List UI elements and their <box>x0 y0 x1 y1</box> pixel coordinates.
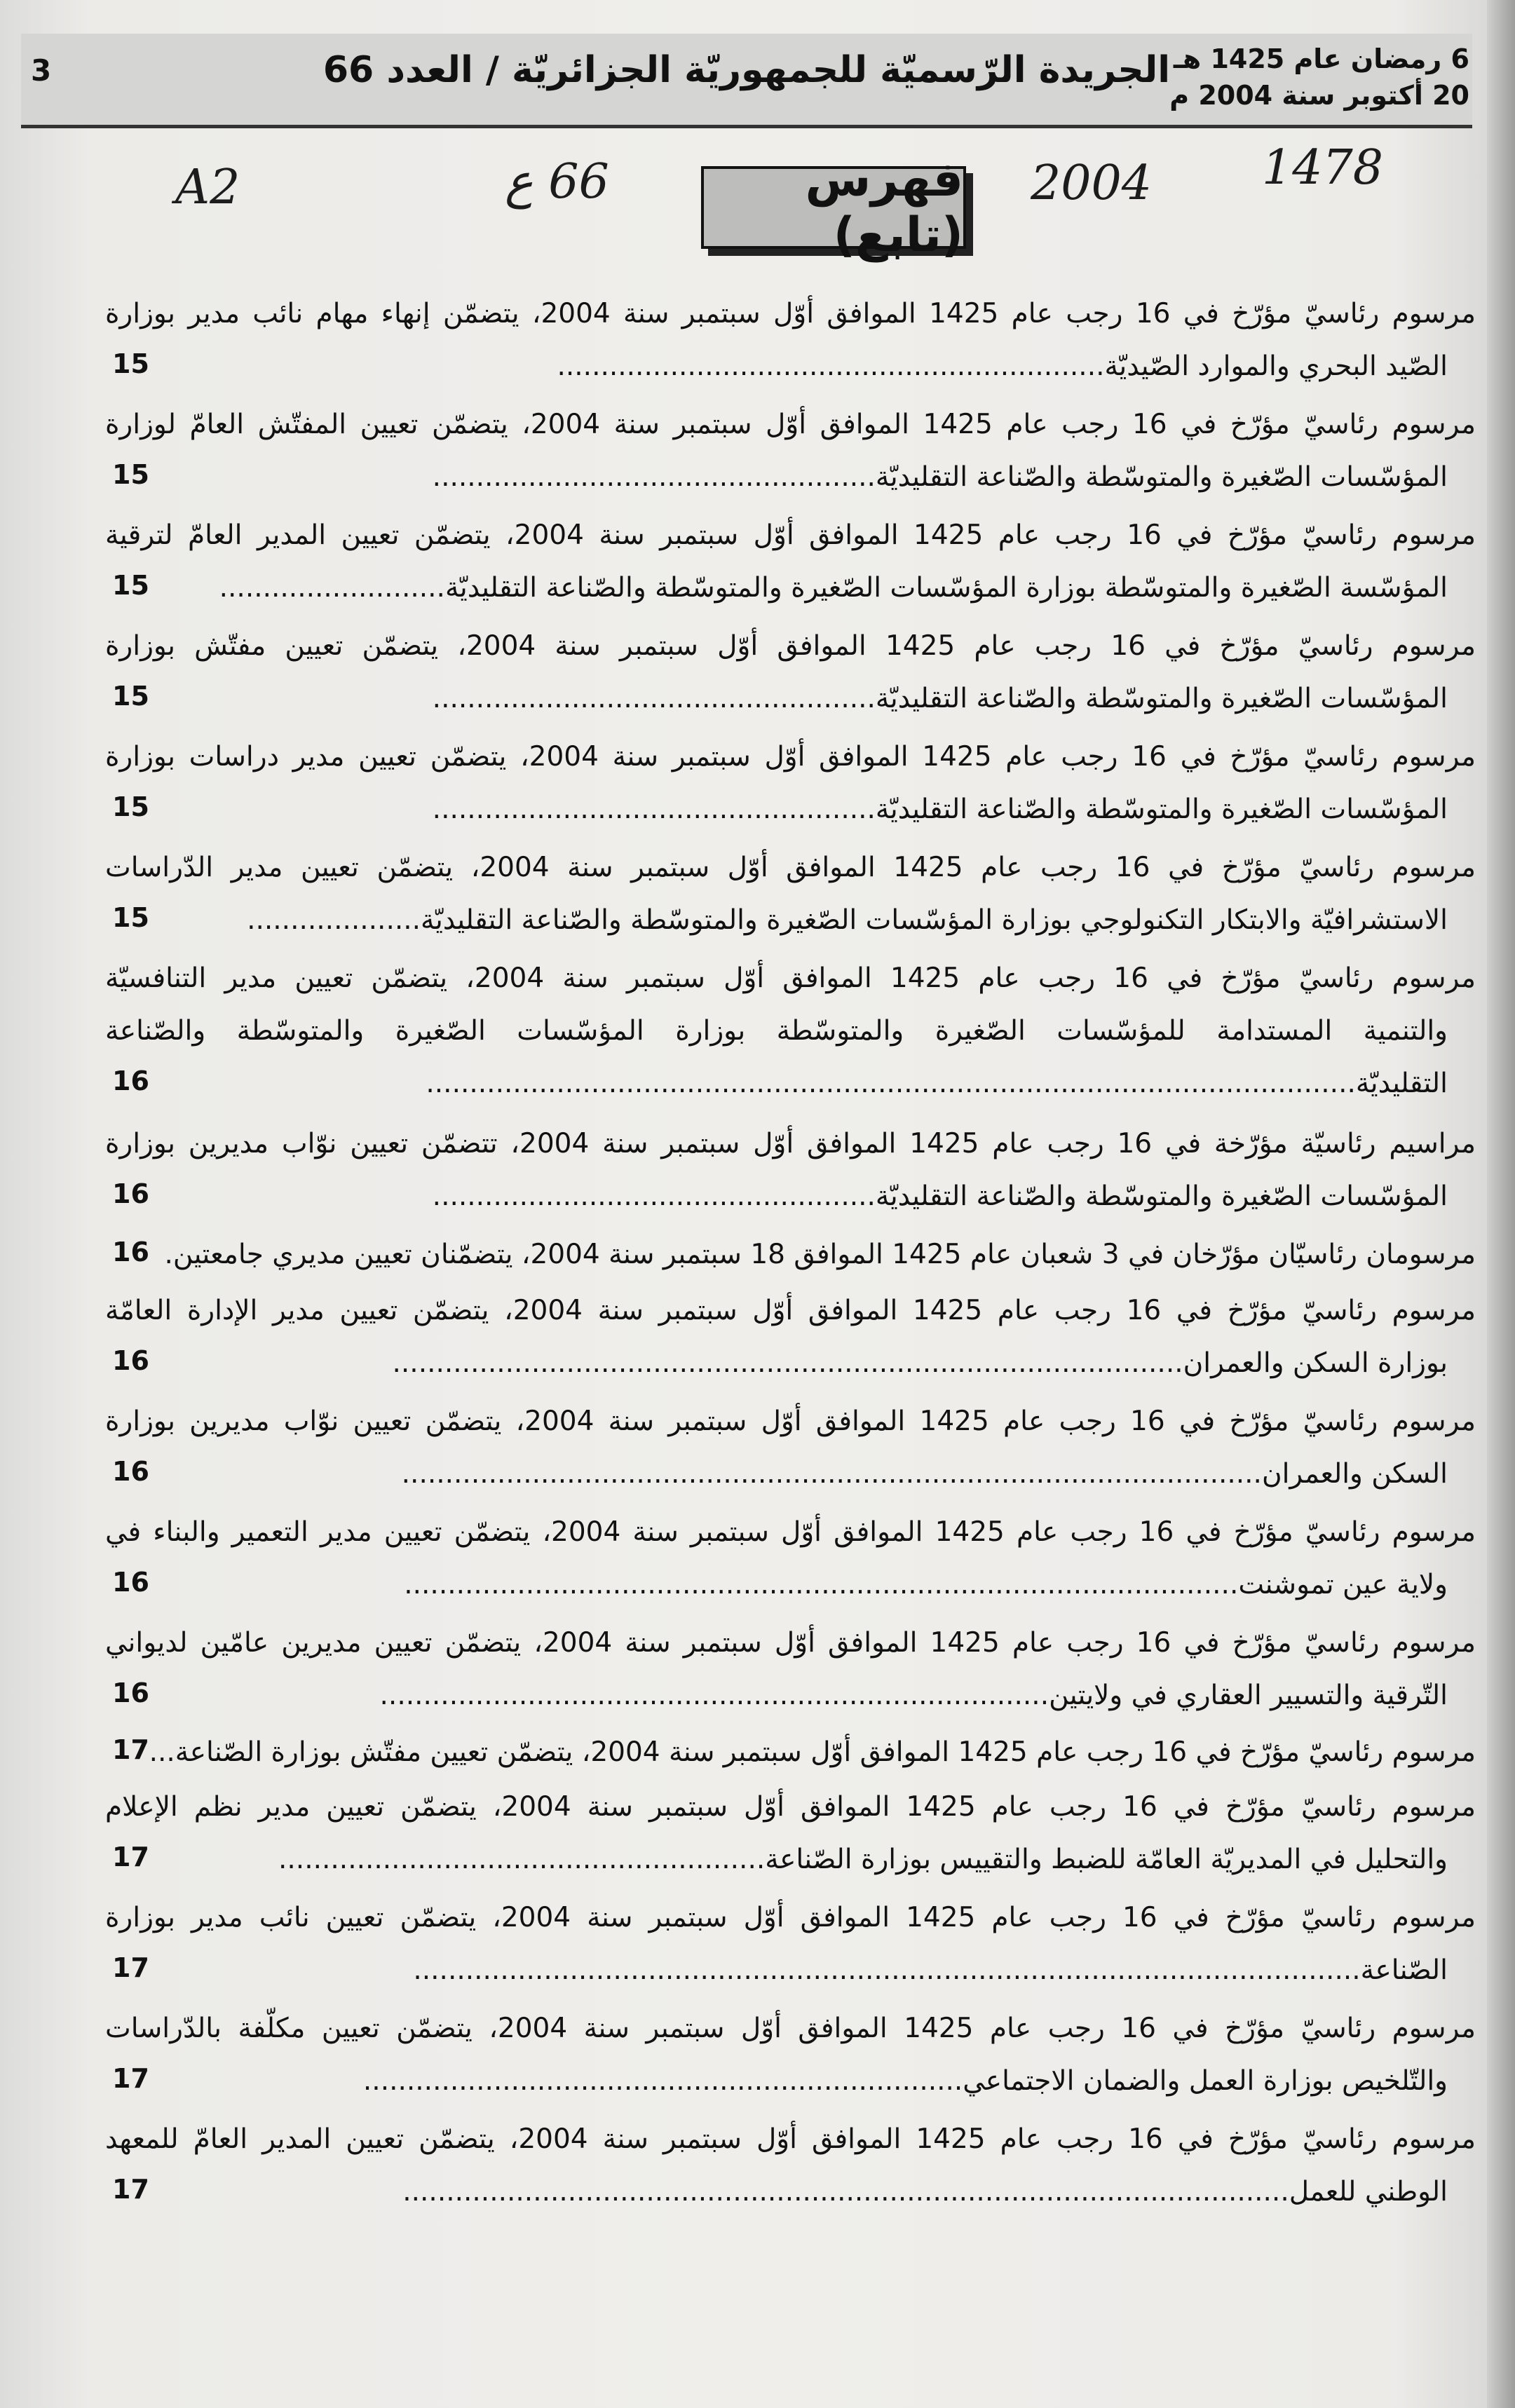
page-header <box>21 34 1472 128</box>
toc-entry-line: مرسوم رئاسيّ مؤرّخ في 16 رجب عام 1425 الموافق أوّل سبتمبر سنة 2004، يتضمّن تعيين مدير نظم الإعلام <box>105 1791 1476 1823</box>
toc-entry <box>105 841 1476 946</box>
toc-entry-line: مرسوم رئاسيّ مؤرّخ في 16 رجب عام 1425 الموافق أوّل سبتمبر سنة 2004، يتضمّن إنهاء مهام نائب مدير بوزارة <box>105 298 1476 329</box>
toc-entry-page-number: 16 <box>112 1567 149 1598</box>
toc-entry-line: مرسوم رئاسيّ مؤرّخ في 16 رجب عام 1425 الموافق أوّل سبتمبر سنة 2004، يتضمّن تعيين مفتّش بوزارة الصّناعة... <box>149 1736 1476 1768</box>
toc-entry <box>105 1228 1476 1281</box>
toc-entry <box>105 620 1476 725</box>
gazette-title: الجريدة الرّسميّة للجمهوريّة الجزائريّة / العدد 66 <box>322 49 1171 91</box>
handwritten-ref-issue: 66 ع <box>505 154 609 210</box>
toc-entry-line: الصّيد البحري والموارد الصّيديّة............................................................... <box>557 351 1448 382</box>
toc-entry-page-number: 16 <box>112 1237 149 1267</box>
date-hijri: 6 رمضان عام 1425 هـ <box>1173 43 1469 74</box>
toc-entry-line: مرسوم رئاسيّ مؤرّخ في 16 رجب عام 1425 الموافق أوّل سبتمبر سنة 2004، يتضمّن تعيين مكلّفة بالدّراسات <box>105 2013 1476 2044</box>
toc-entry-page-number: 16 <box>112 1345 149 1376</box>
toc-entry-line: والتّلخيص بوزارة العمل والضمان الاجتماعي..................................................................... <box>362 2065 1448 2097</box>
page-edge-shadow <box>1487 0 1515 2408</box>
toc-entry-line: الصّناعة............................................................................................................. <box>413 1954 1448 1986</box>
toc-entry-line: ولاية عين تموشنت................................................................................................ <box>404 1569 1448 1600</box>
toc-entry-line: مرسوم رئاسيّ مؤرّخ في 16 رجب عام 1425 الموافق أوّل سبتمبر سنة 2004، يتضمّن تعيين المدير العامّ للمعهد <box>105 2123 1476 2155</box>
toc-entry <box>105 1117 1476 1223</box>
toc-entry-line: الوطني للعمل...................................................................................................... <box>402 2176 1448 2208</box>
toc-entry-line: التقليديّة........................................................................................................... <box>426 1068 1448 1099</box>
toc-entry <box>105 1395 1476 1500</box>
toc-entry-page-number: 15 <box>112 681 149 712</box>
date-gregorian: 20 أكتوبر سنة 2004 م <box>1169 80 1469 111</box>
section-title-box <box>701 152 966 263</box>
handwritten-ref-a: A2 <box>175 160 240 215</box>
toc-entry-line: مراسيم رئاسيّة مؤرّخة في 16 رجب عام 1425 الموافق أوّل سبتمبر سنة 2004، تتضمّن تعيين نوّاب مديرين بوزارة <box>105 1128 1476 1159</box>
toc-entry-line: المؤسّسات الصّغيرة والمتوسّطة والصّناعة التقليديّة................................................... <box>432 1181 1448 1212</box>
toc-entry-line: المؤسّسة الصّغيرة والمتوسّطة بوزارة المؤسّسات الصّغيرة والمتوسّطة والصّناعة التقليديّة.......................... <box>219 572 1448 604</box>
toc-entry <box>105 1506 1476 1611</box>
toc-entry <box>105 1284 1476 1389</box>
toc-entry-page-number: 15 <box>112 902 149 933</box>
toc-entry-line: مرسوم رئاسيّ مؤرّخ في 16 رجب عام 1425 الموافق أوّل سبتمبر سنة 2004، يتضمّن تعيين مدير التنافسيّة <box>105 962 1476 994</box>
section-title: فهرس (تابع) <box>805 152 963 263</box>
toc-entry-line: مرسومان رئاسيّان مؤرّخان في 3 شعبان عام 1425 الموافق 18 سبتمبر سنة 2004، يتضمّنان تعيين مديري جامعتين. <box>164 1239 1476 1270</box>
toc-entry-line: مرسوم رئاسيّ مؤرّخ في 16 رجب عام 1425 الموافق أوّل سبتمبر سنة 2004، يتضمّن تعيين نائب مدير بوزارة <box>105 1902 1476 1933</box>
toc-entry-line: مرسوم رئاسيّ مؤرّخ في 16 رجب عام 1425 الموافق أوّل سبتمبر سنة 2004، يتضمّن تعيين مدير التعمير والبناء في <box>105 1516 1476 1548</box>
toc-entry-page-number: 17 <box>112 2063 149 2094</box>
toc-entry-line: السكن والعمران................................................................................................... <box>401 1458 1448 1490</box>
toc-entry-line: مرسوم رئاسيّ مؤرّخ في 16 رجب عام 1425 الموافق أوّل سبتمبر سنة 2004، يتضمّن تعيين مدير دراسات بوزارة <box>105 741 1476 773</box>
toc-entry-line: مرسوم رئاسيّ مؤرّخ في 16 رجب عام 1425 الموافق أوّل سبتمبر سنة 2004، يتضمّن تعيين المفتّش العامّ لوزارة <box>105 409 1476 440</box>
toc-entry <box>105 1617 1476 1722</box>
toc-entry-line: مرسوم رئاسيّ مؤرّخ في 16 رجب عام 1425 الموافق أوّل سبتمبر سنة 2004، يتضمّن تعيين مديرين عامّين لديواني <box>105 1627 1476 1659</box>
toc-entry <box>105 1781 1476 1886</box>
toc-entry-line: والتحليل في المديريّة العامّة للضبط والتقييس بوزارة الصّناعة........................................................ <box>278 1844 1448 1875</box>
toc-entry-line: مرسوم رئاسيّ مؤرّخ في 16 رجب عام 1425 الموافق أوّل سبتمبر سنة 2004، يتضمّن تعيين نوّاب مديرين بوزارة <box>105 1406 1476 1437</box>
toc-entry-page-number: 16 <box>112 1066 149 1096</box>
toc-entry <box>105 1891 1476 1997</box>
toc-entry-line: الاستشرافيّة والابتكار التكنولوجي بوزارة المؤسّسات الصّغيرة والمتوسّطة والصّناعة التقليديّة.................... <box>247 904 1448 936</box>
toc-entry <box>105 1726 1476 1778</box>
toc-entry-page-number: 17 <box>112 1952 149 1983</box>
toc-entry-page-number: 16 <box>112 1678 149 1708</box>
toc-entry-page-number: 15 <box>112 348 149 379</box>
toc-entry-page-number: 15 <box>112 459 149 490</box>
toc-entry <box>105 2002 1476 2107</box>
toc-entry <box>105 398 1476 503</box>
toc-entry-line: والتنمية المستدامة للمؤسّسات الصّغيرة والمتوسّطة بوزارة المؤسّسات الصّغيرة والمتوسّطة والصّناعة <box>105 1015 1448 1047</box>
toc-entry-page-number: 17 <box>112 1734 149 1765</box>
toc-entry-line: المؤسّسات الصّغيرة والمتوسّطة والصّناعة التقليديّة................................................... <box>432 794 1448 825</box>
toc-entry-page-number: 15 <box>112 570 149 601</box>
toc-entry <box>105 730 1476 836</box>
handwritten-ref-year: 2004 <box>1031 156 1153 211</box>
toc-entry-line: مرسوم رئاسيّ مؤرّخ في 16 رجب عام 1425 الموافق أوّل سبتمبر سنة 2004، يتضمّن تعيين مدير الدّراسات <box>105 852 1476 883</box>
toc-entry-line: بوزارة السكن والعمران........................................................................................... <box>392 1347 1448 1379</box>
handwritten-ref-h: 1478 <box>1262 140 1384 196</box>
issue-date <box>1169 41 1469 114</box>
toc-entry-line: مرسوم رئاسيّ مؤرّخ في 16 رجب عام 1425 الموافق أوّل سبتمبر سنة 2004، يتضمّن تعيين مدير الإدارة العامّة <box>105 1295 1476 1326</box>
toc-entry-line: المؤسّسات الصّغيرة والمتوسّطة والصّناعة التقليديّة................................................... <box>432 461 1448 493</box>
toc-entry-page-number: 17 <box>112 2174 149 2205</box>
toc-entry-line: المؤسّسات الصّغيرة والمتوسّطة والصّناعة التقليديّة................................................... <box>432 683 1448 714</box>
toc-entry <box>105 509 1476 614</box>
toc-entry-page-number: 16 <box>112 1456 149 1487</box>
toc-entry-line: مرسوم رئاسيّ مؤرّخ في 16 رجب عام 1425 الموافق أوّل سبتمبر سنة 2004، يتضمّن تعيين المدير العامّ لترقية <box>105 519 1476 551</box>
page-number: 3 <box>31 53 52 88</box>
toc-entry <box>105 287 1476 393</box>
toc-entry-line: مرسوم رئاسيّ مؤرّخ في 16 رجب عام 1425 الموافق أوّل سبتمبر سنة 2004، يتضمّن تعيين مفتّش بوزارة <box>105 630 1476 662</box>
toc-entry <box>105 2113 1476 2218</box>
toc-entry-page-number: 15 <box>112 791 149 822</box>
toc-entry-page-number: 16 <box>112 1178 149 1209</box>
toc-entry <box>105 952 1476 1110</box>
toc-entry-line: التّرقية والتسيير العقاري في ولايتين............................................................................. <box>379 1680 1448 1711</box>
toc-entry-page-number: 17 <box>112 1842 149 1872</box>
